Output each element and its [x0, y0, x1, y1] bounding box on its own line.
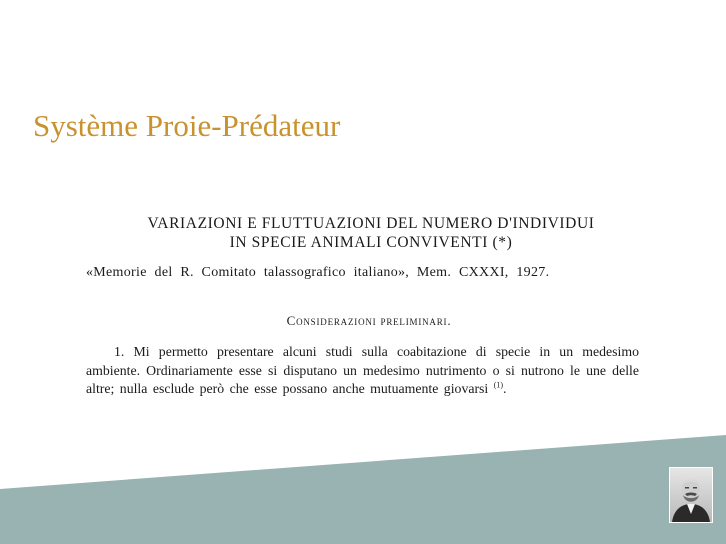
footnote-marker: (1) — [493, 380, 504, 390]
paragraph-text: 1. Mi permetto presentare alcuni studi sulla coabitazione di specie in un medesimo ambiente. Ordinariamente esse si disputano un medesimo nutrimento o si nutrono le une delle altre; nulla esclude però che esse possano anche mutuamente giovarsi — [86, 344, 639, 397]
paragraph — [86, 343, 639, 399]
paragraph-end: . — [503, 381, 507, 397]
document-title-line-2: IN SPECIE ANIMALI CONVIVENTI (*) — [229, 234, 513, 251]
slide-title: Système Proie-Prédateur — [33, 108, 341, 143]
portrait-photo-icon — [669, 467, 713, 523]
section-heading: Considerazioni preliminari. — [286, 313, 452, 328]
document-title-line-1: VARIAZIONI E FLUTTUAZIONI DEL NUMERO D'INDIVIDUI — [147, 215, 595, 232]
document-title — [78, 214, 648, 252]
scanned-document-excerpt — [78, 205, 648, 445]
document-source: «Memorie del R. Comitato talassografico italiano», Mem. CXXXI, 1927. — [86, 265, 550, 280]
